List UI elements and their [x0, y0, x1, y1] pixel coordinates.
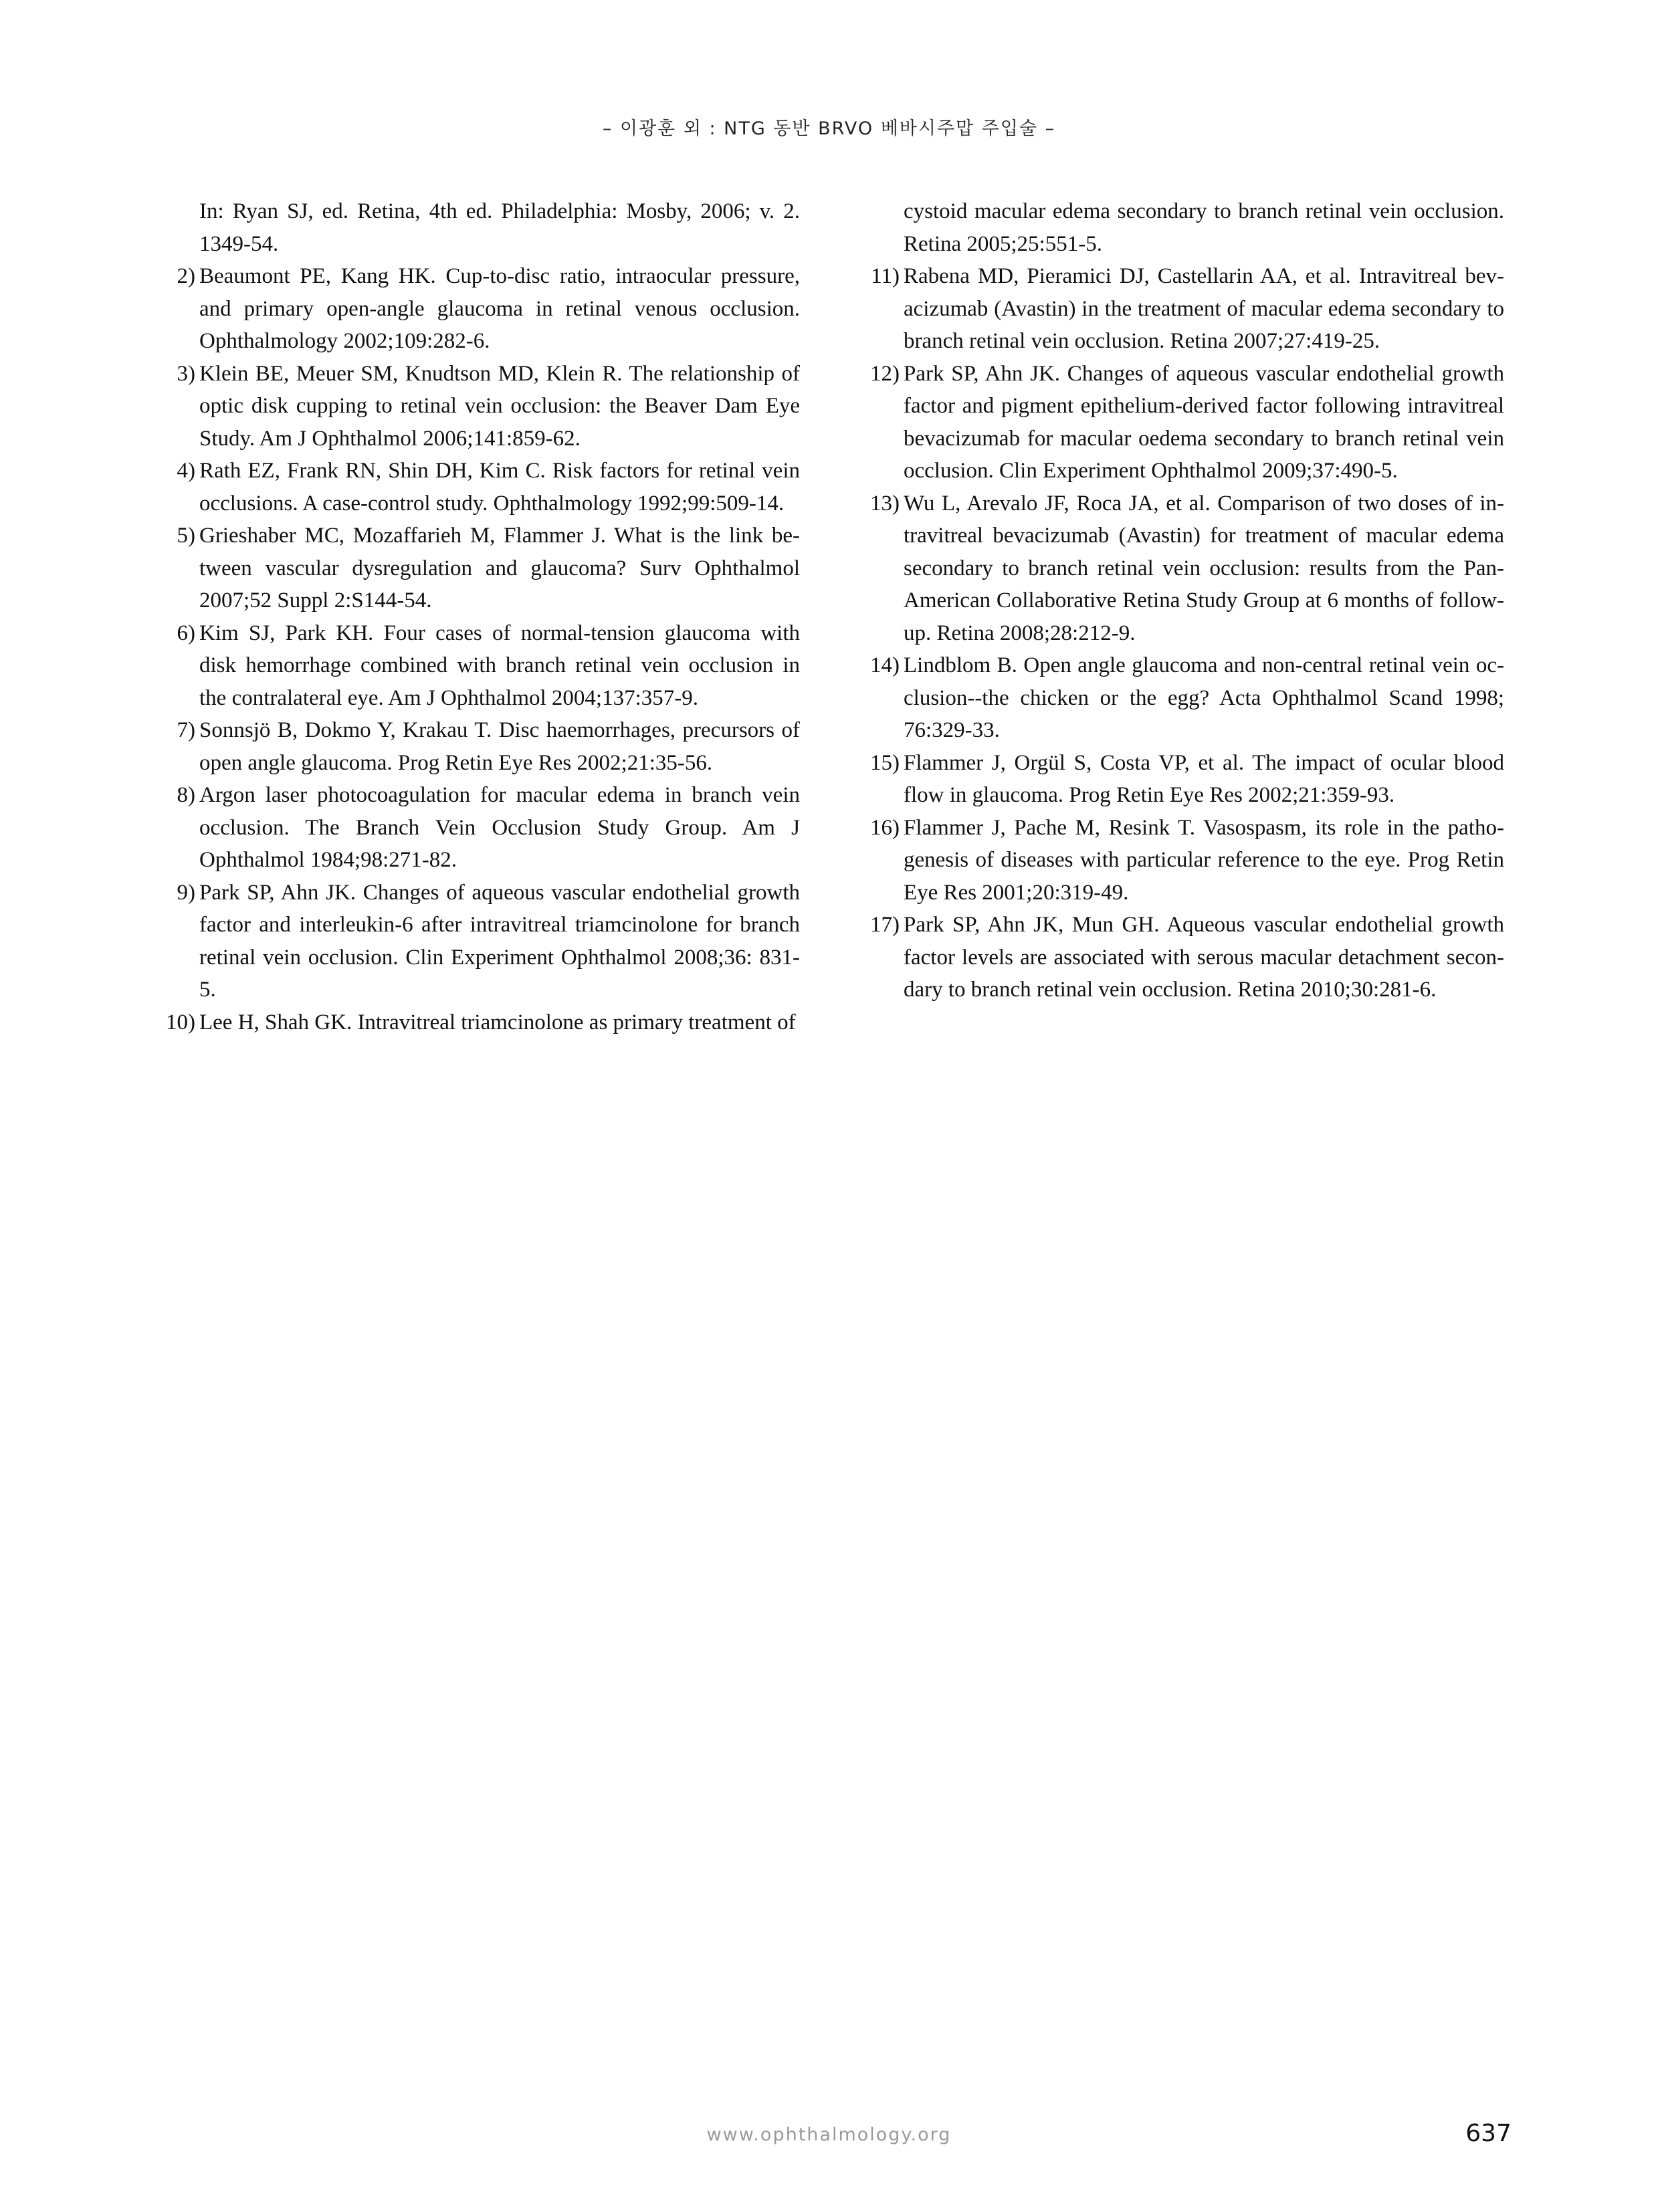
reference-item [863, 812, 1504, 909]
reference-text: Flammer J, Pache M, Resink T. Vasospasm, its role in the pathogenesis of diseases with particular reference to the eye. Prog Retin Eye Res 2001;20:319-49. [904, 815, 1504, 905]
references-right-column [863, 195, 1504, 1006]
footer-url[interactable]: www.ophthalmology.org [706, 2124, 952, 2145]
reference-text: Klein BE, Meuer SM, Knudtson MD, Klein R. The relationship of optic disk cupping to retinal vein occlusion: the Beaver Dam Eye Study. Am J Ophthalmol 2006;141:859-62. [199, 361, 800, 451]
reference-item [159, 455, 800, 520]
reference-number: 2) [177, 264, 195, 288]
reference-item [863, 649, 1504, 747]
reference-number: 7) [177, 718, 195, 742]
reference-number: 13) [870, 491, 900, 516]
reference-text: Lindblom B. Open angle glaucoma and non-central retinal vein occlusion--the chicken or the egg? Acta Ophthalmol Scand 1998; 76:329-33. [904, 653, 1504, 742]
reference-item [863, 358, 1504, 487]
reference-item [863, 747, 1504, 812]
reference-item [863, 195, 1504, 260]
reference-item [159, 358, 800, 455]
page-number: 637 [1465, 2120, 1512, 2147]
reference-item [159, 617, 800, 715]
reference-number: 15) [870, 750, 900, 775]
reference-item [159, 520, 800, 617]
reference-text: Argon laser photocoagulation for macular edema in branch vein occlusion. The Branch Vein Occlusion Study Group. Am J Ophthalmol 1984;98:271-82. [199, 783, 800, 872]
reference-text: Kim SJ, Park KH. Four cases of normal-tension glaucoma with disk hemorrhage combined with branch retinal vein occlusion in the contralateral eye. Am J Ophthalmol 2004;137:357-9. [199, 621, 800, 710]
reference-number: 11) [871, 264, 900, 288]
reference-item [159, 260, 800, 358]
reference-text: In: Ryan SJ, ed. Retina, 4th ed. Philadelphia: Mosby, 2006; v. 2. 1349-54. [199, 199, 800, 256]
reference-text: Park SP, Ahn JK. Changes of aqueous vascular endothelial growth factor and pigment epithelium-derived factor following intravitreal bevacizumab for macular oedema secondary to branch retinal vein occlusion. Clin Experiment Ophthalmol 2009;37:490-5. [904, 361, 1504, 483]
reference-text: Flammer J, Orgül S, Costa VP, et al. The impact of ocular blood flow in glaucoma. Prog Retin Eye Res 2002;21:359-93. [904, 750, 1504, 807]
reference-number: 4) [177, 459, 195, 483]
reference-number: 9) [177, 880, 195, 905]
reference-number: 17) [870, 913, 900, 937]
reference-item [863, 487, 1504, 650]
reference-text: Sonnsjö B, Dokmo Y, Krakau T. Disc haemorrhages, precursors of open angle glaucoma. Prog Retin Eye Res 2002;21:35-56. [199, 718, 800, 775]
reference-text: Rath EZ, Frank RN, Shin DH, Kim C. Risk factors for retinal vein occlusions. A case-control study. Ophthalmology 1992;99:509-14. [199, 459, 800, 516]
reference-number: 5) [177, 524, 195, 548]
reference-text: Beaumont PE, Kang HK. Cup-to-disc ratio, intraocular pressure, and primary open-angle glaucoma in retinal venous occlusion. Ophthalmology 2002;109:282-6. [199, 264, 800, 353]
references-left-column [159, 195, 800, 1038]
reference-number: 12) [870, 361, 900, 386]
reference-item [159, 714, 800, 779]
reference-text: Park SP, Ahn JK, Mun GH. Aqueous vascular endothelial growth factor levels are associated with serous macular detachment secondary to branch retinal vein occlusion. Retina 2010;30:281-6. [904, 913, 1504, 1002]
reference-item [159, 779, 800, 877]
reference-item [159, 1006, 800, 1039]
reference-number: 16) [870, 815, 900, 840]
reference-item [159, 877, 800, 1006]
reference-number: 3) [177, 361, 195, 386]
reference-number: 10) [166, 1010, 195, 1034]
reference-text: Rabena MD, Pieramici DJ, Castellarin AA, et al. Intravitreal bevacizumab (Avastin) in the treatment of macular edema secondary to branch retinal vein occlusion. Retina 2007;27:419-25. [904, 264, 1504, 353]
running-header: – 이광훈 외 : NTG 동반 BRVO 베바시주맙 주입술 – [602, 118, 1056, 139]
reference-text: Wu L, Arevalo JF, Roca JA, et al. Comparison of two doses of intravitreal bevacizumab (Avastin) for treatment of macular edema secondary to branch retinal vein occlusion: results from the Pan-American Collaborative Retina Study Group at 6 months of follow-up. Retina 2008;28:212-9. [904, 491, 1504, 645]
reference-item [863, 260, 1504, 358]
reference-text: Park SP, Ahn JK. Changes of aqueous vascular endothelial growth factor and interleukin-6 after intravitreal triamcinolone for branch retinal vein occlusion. Clin Experiment Ophthalmol 2008;36: 831-5. [199, 880, 800, 1002]
reference-number: 14) [870, 653, 900, 677]
reference-text: Grieshaber MC, Mozaffarieh M, Flammer J. What is the link between vascular dysregulation and glaucoma? Surv Ophthalmol 2007;52 Suppl 2:S144-54. [199, 524, 800, 613]
reference-number: 8) [177, 783, 195, 807]
reference-item [863, 909, 1504, 1006]
reference-text: cystoid macular edema secondary to branch retinal vein occlusion. Retina 2005;25:551-5. [904, 199, 1504, 256]
reference-number: 6) [177, 621, 195, 645]
reference-text: Lee H, Shah GK. Intravitreal triamcinolone as primary treatment of [199, 1010, 796, 1034]
reference-item [159, 195, 800, 260]
